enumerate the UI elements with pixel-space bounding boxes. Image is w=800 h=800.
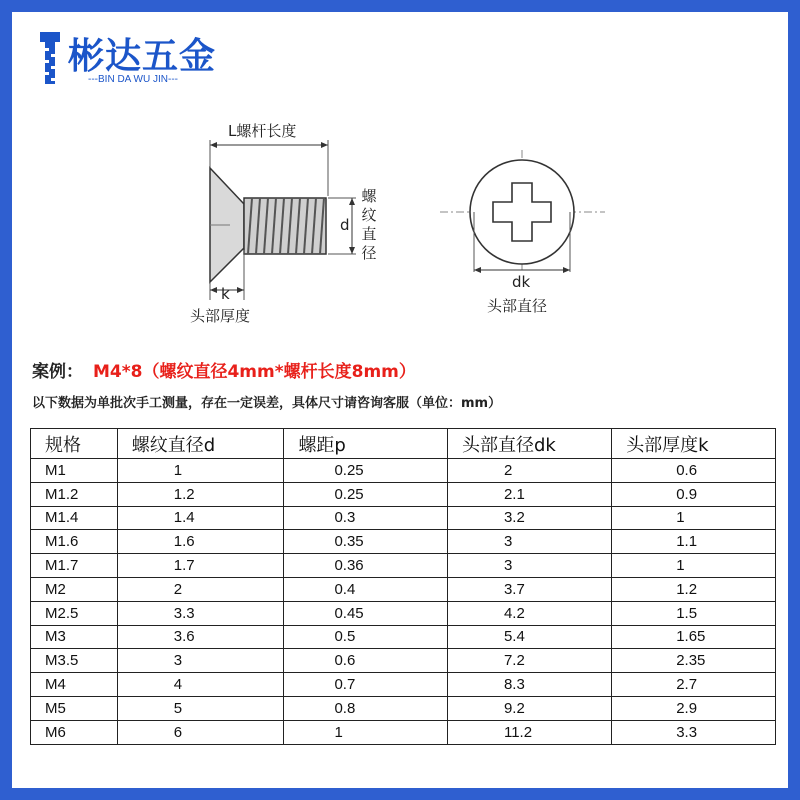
cell-thread-diameter: 1.6 <box>117 530 284 554</box>
cell-head-thickness: 3.3 <box>612 720 776 744</box>
cell-spec: M6 <box>31 720 118 744</box>
thread-diameter-label: 螺纹直径 <box>361 187 377 262</box>
cell-head-diameter: 9.2 <box>447 696 611 720</box>
cell-head-thickness: 1.5 <box>612 601 776 625</box>
cell-head-thickness: 0.9 <box>612 482 776 506</box>
cell-head-thickness: 0.6 <box>612 459 776 483</box>
cell-thread-diameter: 1.4 <box>117 506 284 530</box>
table-header-row <box>31 429 776 459</box>
cell-pitch: 1 <box>284 720 448 744</box>
d-label: d <box>340 216 350 234</box>
table-row <box>31 625 776 649</box>
table-row <box>31 601 776 625</box>
screw-top-view <box>440 150 605 273</box>
cell-spec: M4 <box>31 673 118 697</box>
cell-thread-diameter: 1 <box>117 459 284 483</box>
brand-subtitle: ---BIN DA WU JIN--- <box>88 74 178 85</box>
cell-thread-diameter: 3.6 <box>117 625 284 649</box>
cell-head-diameter: 3 <box>447 554 611 578</box>
dk-label: dk <box>512 273 531 291</box>
cell-pitch: 0.8 <box>284 696 448 720</box>
cell-head-diameter: 3.7 <box>447 577 611 601</box>
table-row <box>31 696 776 720</box>
cell-thread-diameter: 3.3 <box>117 601 284 625</box>
cell-head-diameter: 7.2 <box>447 649 611 673</box>
cell-pitch: 0.7 <box>284 673 448 697</box>
header-head-thickness: 头部厚度k <box>612 429 776 459</box>
cell-head-diameter: 8.3 <box>447 673 611 697</box>
cell-thread-diameter: 3 <box>117 649 284 673</box>
example-prefix: 案例： <box>32 362 83 382</box>
measurement-note: 以下数据为单批次手工测量，存在一定误差，具体尺寸请咨询客服（单位：mm） <box>32 396 502 411</box>
cell-spec: M1.2 <box>31 482 118 506</box>
table-row <box>31 720 776 744</box>
cell-thread-diameter: 1.7 <box>117 554 284 578</box>
cell-head-diameter: 11.2 <box>447 720 611 744</box>
brand-name: 彬达五金 <box>68 36 217 77</box>
table-row <box>31 482 776 506</box>
table-row <box>31 506 776 530</box>
cell-head-thickness: 2.9 <box>612 696 776 720</box>
cell-head-diameter: 3 <box>447 530 611 554</box>
table-row <box>31 577 776 601</box>
cell-spec: M1.4 <box>31 506 118 530</box>
cell-head-diameter: 2 <box>447 459 611 483</box>
table-row <box>31 459 776 483</box>
header-head-diameter: 头部直径dk <box>447 429 611 459</box>
screw-diagram <box>0 0 800 340</box>
cell-head-diameter: 4.2 <box>447 601 611 625</box>
cell-pitch: 0.5 <box>284 625 448 649</box>
cell-pitch: 0.45 <box>284 601 448 625</box>
cell-head-diameter: 5.4 <box>447 625 611 649</box>
cell-head-thickness: 1 <box>612 554 776 578</box>
cell-spec: M1 <box>31 459 118 483</box>
cell-head-thickness: 1.2 <box>612 577 776 601</box>
cell-pitch: 0.25 <box>284 459 448 483</box>
example-line <box>32 357 416 382</box>
cell-pitch: 0.3 <box>284 506 448 530</box>
cell-head-thickness: 1 <box>612 506 776 530</box>
cell-spec: M2 <box>31 577 118 601</box>
cell-spec: M3 <box>31 625 118 649</box>
cell-thread-diameter: 2 <box>117 577 284 601</box>
cell-spec: M1.6 <box>31 530 118 554</box>
cell-pitch: 0.35 <box>284 530 448 554</box>
length-label: L螺杆长度 <box>228 122 297 140</box>
table-row <box>31 530 776 554</box>
header-spec: 规格 <box>31 429 118 459</box>
head-diameter-label: 头部直径 <box>487 297 548 315</box>
cell-head-diameter: 3.2 <box>447 506 611 530</box>
cell-thread-diameter: 5 <box>117 696 284 720</box>
head-thickness-label: 头部厚度 <box>190 307 251 325</box>
header-pitch: 螺距p <box>284 429 448 459</box>
screw-side-view <box>210 168 326 282</box>
table-row <box>31 673 776 697</box>
header-thread-diameter: 螺纹直径d <box>117 429 284 459</box>
cell-spec: M5 <box>31 696 118 720</box>
table-row <box>31 554 776 578</box>
cell-pitch: 0.36 <box>284 554 448 578</box>
cell-head-thickness: 2.7 <box>612 673 776 697</box>
cell-thread-diameter: 1.2 <box>117 482 284 506</box>
cell-spec: M1.7 <box>31 554 118 578</box>
cell-head-diameter: 2.1 <box>447 482 611 506</box>
cell-head-thickness: 2.35 <box>612 649 776 673</box>
spec-table <box>30 428 776 745</box>
cell-pitch: 0.25 <box>284 482 448 506</box>
example-value: M4*8（螺纹直径4mm*螺杆长度8mm） <box>93 362 416 382</box>
cell-head-thickness: 1.1 <box>612 530 776 554</box>
table-row <box>31 649 776 673</box>
cell-pitch: 0.4 <box>284 577 448 601</box>
cell-head-thickness: 1.65 <box>612 625 776 649</box>
cell-pitch: 0.6 <box>284 649 448 673</box>
cell-thread-diameter: 4 <box>117 673 284 697</box>
cell-spec: M3.5 <box>31 649 118 673</box>
k-label: k <box>221 285 230 303</box>
cell-thread-diameter: 6 <box>117 720 284 744</box>
cell-spec: M2.5 <box>31 601 118 625</box>
